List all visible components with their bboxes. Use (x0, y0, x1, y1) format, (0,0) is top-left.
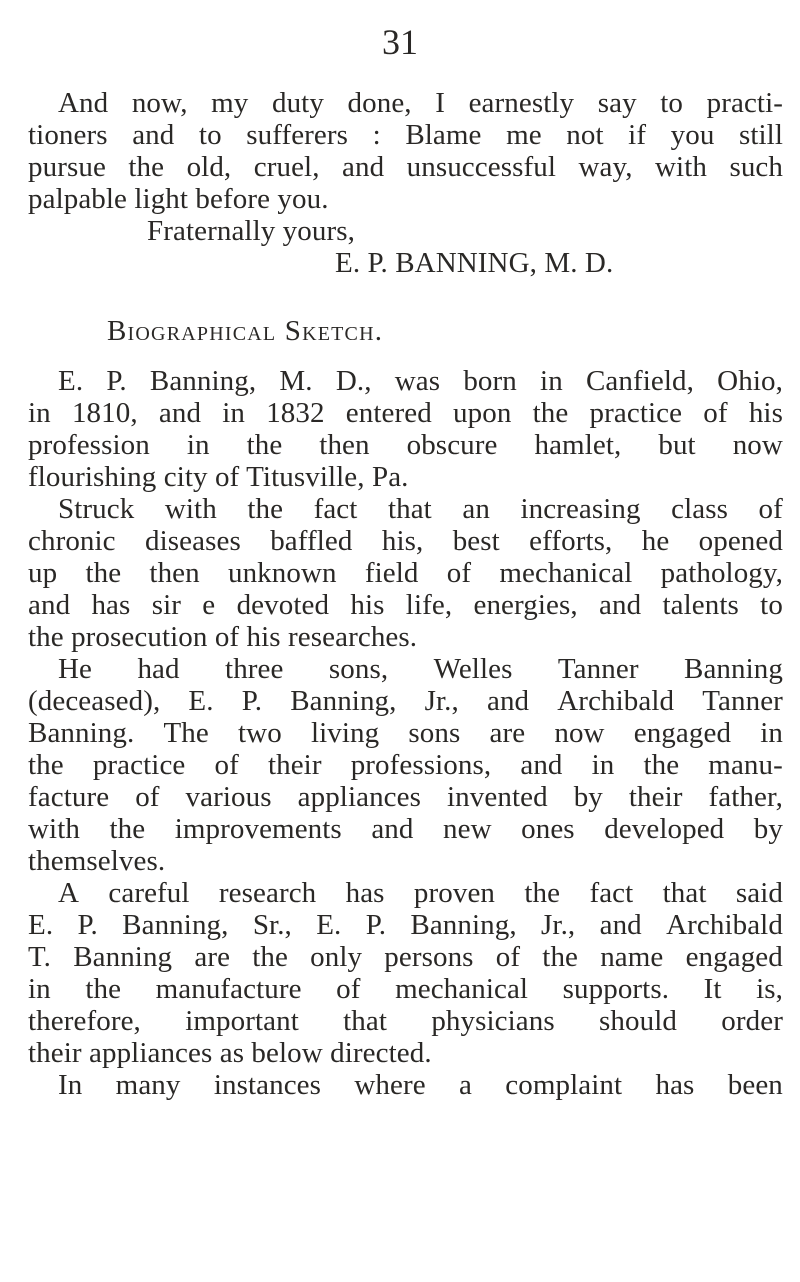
word: the (28, 749, 64, 781)
word: Banning (73, 941, 173, 973)
word: upon (453, 397, 512, 429)
word: e (202, 589, 216, 621)
word: ones (521, 813, 575, 845)
word: and (342, 151, 385, 183)
letter-signature: E. P. BANNING, M. D. (335, 247, 614, 279)
word: said (735, 877, 783, 909)
word: his (350, 589, 385, 621)
word: and (599, 589, 642, 621)
word: a (459, 1069, 472, 1101)
word: an (462, 493, 490, 525)
word: his (748, 397, 783, 429)
word: was (394, 365, 441, 397)
word: invented (447, 781, 548, 813)
word: obscure (406, 429, 498, 461)
word: should (599, 1005, 677, 1037)
word: P. (77, 909, 98, 941)
word: manufacture (155, 973, 302, 1005)
word: class (671, 493, 729, 525)
word: the (247, 493, 284, 525)
word: baffled (270, 525, 353, 557)
word: (deceased), (28, 685, 161, 717)
letter-valediction: Fraternally yours, (147, 215, 355, 247)
word: practice (92, 749, 186, 781)
word: to (660, 87, 684, 119)
word: of (495, 941, 521, 973)
word: with (164, 493, 217, 525)
word: are (194, 941, 231, 973)
word: opened (698, 525, 783, 557)
word: P. (106, 365, 127, 397)
word: are (489, 717, 526, 749)
biography-body (28, 365, 783, 1101)
word: sufferers (246, 119, 349, 151)
word: E. (28, 909, 54, 941)
word: and (132, 119, 175, 151)
word: then (319, 429, 370, 461)
word: old, (186, 151, 232, 183)
word: done, (347, 87, 412, 119)
word: my (211, 87, 249, 119)
word: In (58, 1069, 83, 1101)
word: is, (756, 973, 783, 1005)
word: hamlet, (534, 429, 622, 461)
word: duty (271, 87, 324, 119)
word: and (158, 397, 202, 429)
word: flourishing city of Titusville, Pa. (28, 461, 409, 493)
word: he (641, 525, 670, 557)
word: D., (335, 365, 372, 397)
text-line (28, 909, 783, 941)
word: that (662, 877, 707, 909)
word: proven (413, 877, 496, 909)
word: pathology, (660, 557, 783, 589)
word: with (28, 813, 80, 845)
page-number: 31 (382, 22, 418, 62)
word: still (738, 119, 783, 151)
word: P. (365, 909, 387, 941)
word: energies, (473, 589, 578, 621)
word: by (753, 813, 783, 845)
word: research (218, 877, 317, 909)
word: themselves. (28, 845, 166, 877)
text-line (28, 877, 783, 909)
word: It (703, 973, 722, 1005)
word: of (703, 397, 728, 429)
word: talents (662, 589, 739, 621)
text-line (28, 429, 783, 461)
word: I (435, 87, 445, 119)
word: and (599, 909, 642, 941)
word: to (760, 589, 783, 621)
word: of (446, 557, 472, 589)
word: me (506, 119, 542, 151)
word: and (28, 589, 71, 621)
text-line (28, 151, 783, 183)
word: persons (384, 941, 474, 973)
word: fact (589, 877, 634, 909)
word: Struck (58, 493, 135, 525)
word: the (643, 749, 680, 781)
word: the (128, 151, 165, 183)
word: professions, (350, 749, 492, 781)
word: but (658, 429, 696, 461)
word: Tanner (557, 653, 639, 685)
word: now (554, 717, 605, 749)
word: up (28, 557, 58, 589)
word: then (149, 557, 200, 589)
word: sir (151, 589, 182, 621)
word: Sr., (252, 909, 292, 941)
word: Ohio, (717, 365, 783, 397)
word: mechanical (395, 973, 529, 1005)
word: Banning, (149, 365, 257, 397)
text-line (28, 845, 783, 877)
word: new (443, 813, 492, 845)
word: now, (131, 87, 188, 119)
word: to (198, 119, 222, 151)
word: entered (345, 397, 432, 429)
word: been (727, 1069, 783, 1101)
word: by (573, 781, 603, 813)
word: And (58, 87, 109, 119)
word: sons (408, 717, 461, 749)
letter-closing-paragraph (28, 87, 783, 215)
word: in (540, 365, 563, 397)
word: best (452, 525, 500, 557)
word: in (760, 717, 783, 749)
word: Welles (433, 653, 513, 685)
word: order (721, 1005, 783, 1037)
text-line (28, 87, 783, 119)
word: Jr., (541, 909, 576, 941)
text-line (28, 973, 783, 1005)
text-line (28, 813, 783, 845)
word: the (542, 941, 579, 973)
word: physicians (431, 1005, 555, 1037)
word: in (222, 397, 246, 429)
word: has (345, 877, 385, 909)
word: in (28, 973, 51, 1005)
word: with (655, 151, 707, 183)
word: : (372, 119, 381, 151)
word: chronic (28, 525, 116, 557)
word: T. (28, 941, 52, 973)
text-line (28, 1069, 783, 1101)
word: the (246, 429, 283, 461)
word: profession (28, 429, 150, 461)
word: The (163, 717, 209, 749)
text-line (28, 365, 783, 397)
word: in (186, 429, 210, 461)
word: the (109, 813, 146, 845)
word: Banning. (28, 717, 135, 749)
word: such (729, 151, 783, 183)
word: the prosecution of his researches. (28, 621, 418, 653)
word: that (343, 1005, 388, 1037)
word: Banning, (410, 909, 517, 941)
text-line (28, 781, 783, 813)
text-line (28, 493, 783, 525)
word: the (85, 557, 122, 589)
word: of (758, 493, 783, 525)
word: earnestly (468, 87, 575, 119)
text-line (28, 685, 783, 717)
text-line (28, 397, 783, 429)
word: now (732, 429, 783, 461)
word: important (185, 1005, 299, 1037)
text-line (28, 589, 783, 621)
word: E. (316, 909, 342, 941)
word: Banning (684, 653, 783, 685)
text-line (28, 717, 783, 749)
word: practi- (706, 87, 783, 119)
word: A (58, 877, 80, 909)
word: field (364, 557, 419, 589)
word: the (85, 973, 122, 1005)
word: their (628, 781, 683, 813)
word: therefore, (28, 1005, 141, 1037)
word: instances (213, 1069, 322, 1101)
word: complaint (505, 1069, 623, 1101)
word: Archibald (666, 909, 783, 941)
word: Banning, (290, 685, 397, 717)
word: two (238, 717, 282, 749)
text-line (28, 621, 783, 653)
word: sons, (328, 653, 389, 685)
word: the (524, 877, 561, 909)
word: in (591, 749, 615, 781)
word: and (486, 685, 530, 717)
word: Archibald (557, 685, 675, 717)
word: practice (589, 397, 683, 429)
word: in (28, 397, 51, 429)
word: living (310, 717, 380, 749)
word: had (137, 653, 180, 685)
word: unsuccessful (406, 151, 557, 183)
word: born (463, 365, 517, 397)
word: has (91, 589, 131, 621)
word: father, (708, 781, 783, 813)
word: P. (241, 685, 263, 717)
word: name (600, 941, 664, 973)
word: not (566, 119, 604, 151)
word: fact (313, 493, 358, 525)
word: if (628, 119, 647, 151)
word: Jr., (424, 685, 459, 717)
section-heading: Biographical Sketch. (107, 315, 384, 347)
word: improvements (174, 813, 342, 845)
word: He (58, 653, 93, 685)
word: Blame (405, 119, 482, 151)
word: E. (188, 685, 214, 717)
word: Canfield, (585, 365, 694, 397)
word: you (670, 119, 715, 151)
word: devoted (236, 589, 330, 621)
word: that (387, 493, 432, 525)
word: 1832 (266, 397, 325, 429)
word: Banning, (122, 909, 229, 941)
word: where (354, 1069, 426, 1101)
word: appliances (297, 781, 422, 813)
word: three (225, 653, 284, 685)
text-line (28, 1037, 783, 1069)
text-line (28, 1005, 783, 1037)
word: their (267, 749, 322, 781)
word: say (597, 87, 637, 119)
word: life, (405, 589, 453, 621)
word: facture (28, 781, 110, 813)
word: cruel, (253, 151, 320, 183)
word: manu- (708, 749, 783, 781)
word: and (520, 749, 563, 781)
word: the (252, 941, 288, 973)
word: way, (578, 151, 633, 183)
word: careful (108, 877, 190, 909)
text-line (28, 183, 783, 215)
word: efforts, (529, 525, 613, 557)
page-text (28, 87, 783, 1101)
text-line (28, 461, 783, 493)
word: diseases (145, 525, 241, 557)
word: Tanner (702, 685, 783, 717)
word: has (655, 1069, 695, 1101)
word: engaged (685, 941, 783, 973)
word: his, (381, 525, 424, 557)
word: of (336, 973, 361, 1005)
word: of (214, 749, 239, 781)
word: E. (58, 365, 84, 397)
word: 1810, (71, 397, 138, 429)
word: only (310, 941, 363, 973)
word: pursue (28, 151, 106, 183)
word: the (532, 397, 569, 429)
word: engaged (633, 717, 732, 749)
text-line (28, 941, 783, 973)
word: M. (279, 365, 313, 397)
word: developed (604, 813, 725, 845)
text-line (28, 525, 783, 557)
word: unknown (227, 557, 337, 589)
word: various (185, 781, 272, 813)
word: increasing (520, 493, 641, 525)
text-line (28, 119, 783, 151)
word: tioners (28, 119, 108, 151)
word: palpable light before you. (28, 183, 329, 215)
text-line (28, 557, 783, 589)
text-line (28, 749, 783, 781)
word: of (135, 781, 160, 813)
text-line (28, 653, 783, 685)
word: many (115, 1069, 181, 1101)
word: their appliances as below directed. (28, 1037, 432, 1069)
word: mechanical (499, 557, 633, 589)
word: supports. (562, 973, 670, 1005)
word: and (371, 813, 414, 845)
